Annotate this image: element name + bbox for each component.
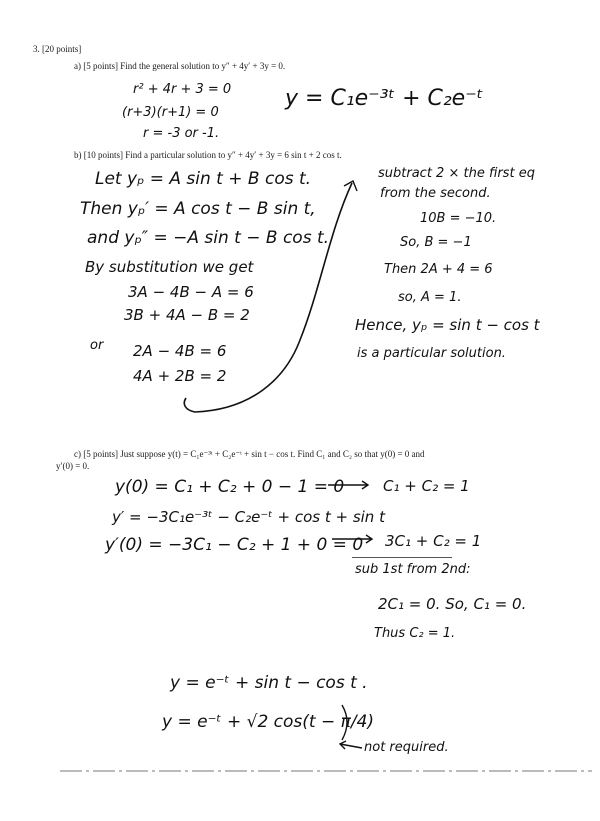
part-c-solve-2: Thus C₂ = 1. (374, 626, 456, 641)
part-a-work-2: (r+3)(r+1) = 0 (122, 105, 219, 120)
part-b-prompt: b) [10 points] Find a particular solution to y″ + 4y′ + 3y = 6 sin t + 2 cos t. (74, 150, 342, 160)
part-a-answer: y = C₁e⁻³ᵗ + C₂e⁻ᵗ (285, 86, 484, 111)
part-c-solve-1: 2C₁ = 0. So, C₁ = 0. (378, 595, 527, 613)
part-b-right-2: from the second. (380, 186, 491, 201)
underline (352, 557, 452, 558)
part-c-line-2: y′ = −3C₁e⁻³ᵗ − C₂e⁻ᵗ + cos t + sin t (112, 508, 385, 526)
part-b-left-1: Let yₚ = A sin t + B cos t. (95, 169, 312, 189)
part-b-left-4: By substitution we get (85, 258, 254, 276)
part-c-prompt-line1: c) [5 points] Just suppose y(t) = C₁e⁻³ᵗ + C₂e⁻ᵗ + sin t − cos t. Find C₁ and C₂ so that y(0) = 0 and (74, 449, 425, 459)
arrowhead-icon (344, 181, 357, 191)
part-b-left-5: 3A − 4B − A = 6 (128, 283, 254, 301)
part-c-prompt-line2: y′(0) = 0. (56, 461, 90, 471)
part-b-left-3: and yₚ″ = −A sin t − B cos t. (87, 228, 330, 248)
part-b-right-6: so, A = 1. (398, 290, 462, 305)
part-a-work-3: r = -3 or -1. (143, 126, 220, 141)
part-c-result-1: C₁ + C₂ = 1 (383, 477, 470, 495)
part-c-line-1: y(0) = C₁ + C₂ + 0 − 1 = 0 (115, 477, 345, 497)
part-b-left-8: 2A − 4B = 6 (133, 342, 227, 360)
part-b-right-7: Hence, yₚ = sin t − cos t (355, 316, 540, 334)
part-a-prompt: a) [5 points] Find the general solution to y″ + 4y′ + 3y = 0. (74, 61, 286, 71)
problem-header: 3. [20 points] (33, 44, 82, 54)
part-c-sub-note: sub 1st from 2nd: (355, 562, 471, 577)
part-b-left-7: or (90, 338, 104, 353)
part-b-right-3: 10B = −10. (420, 211, 497, 226)
part-b-left-6: 3B + 4A − B = 2 (124, 306, 250, 324)
left-arrow-icon (340, 741, 362, 749)
part-b-right-1: subtract 2 × the first eq (378, 166, 535, 181)
part-c-result-2: 3C₁ + C₂ = 1 (385, 532, 482, 550)
part-b-right-4: So, B = −1 (400, 235, 472, 250)
part-b-left-9: 4A + 2B = 2 (133, 367, 227, 385)
part-b-left-2: Then yₚ′ = A cos t − B sin t, (80, 199, 316, 219)
part-c-note: not required. (364, 740, 449, 755)
part-c-final-2: y = e⁻ᵗ + √2 cos(t − π/4) (162, 712, 375, 732)
part-c-final-1: y = e⁻ᵗ + sin t − cos t . (170, 673, 368, 693)
part-a-work-1: r² + 4r + 3 = 0 (133, 82, 232, 97)
part-b-right-5: Then 2A + 4 = 6 (384, 262, 493, 277)
part-b-right-8: is a particular solution. (357, 346, 506, 361)
part-c-line-3: y′(0) = −3C₁ − C₂ + 1 + 0 = 0 (105, 535, 364, 555)
